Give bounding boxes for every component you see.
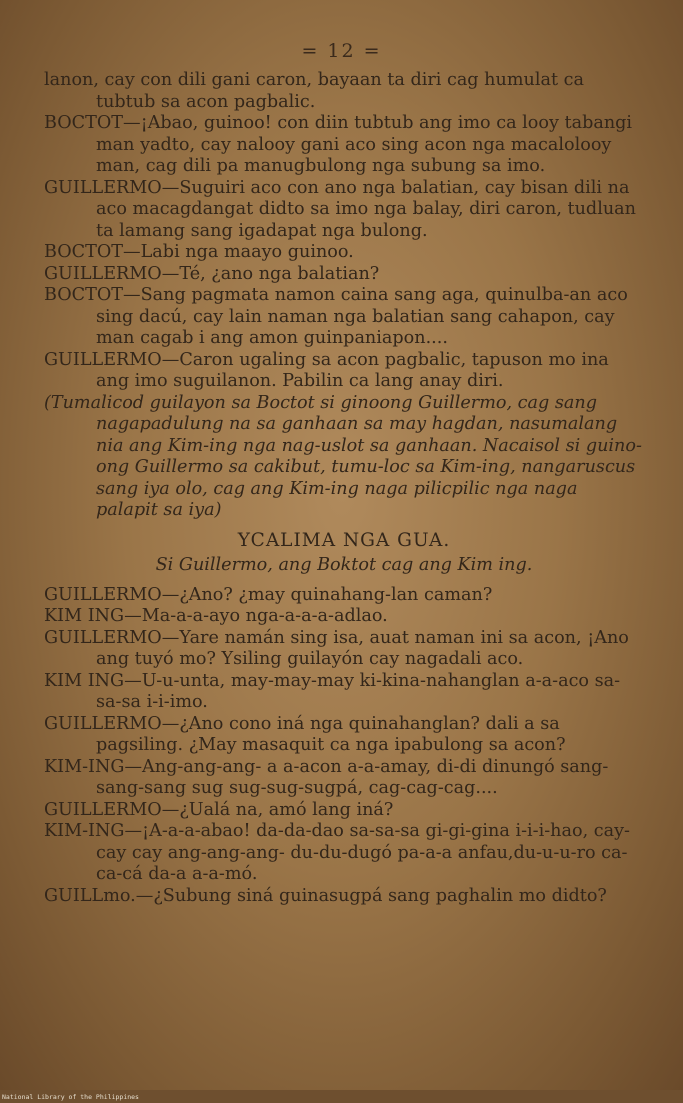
text-line: GUILLERMO—Té, ¿ano nga balatian? [44,263,380,284]
page-body [44,70,644,907]
text-line: GUILLERMO—¿Ano? ¿may quinahang-lan caman? [44,584,493,605]
stage-direction: (Tumalicod guilayon sa Boctot si ginoong Guillermo, cag sang nagapadulung na sa ganhaan sa may hagdan, nasumalang nia ang Kim-ing nga nag-uslot sa ganhaan. Nacaisol si guino-ong Guillermo sa cakibut, tumu-loc sa Kim-ing, nangaruscus sang iya olo, cag ang Kim-ing naga pilicpilic nga naga palapit sa iya) [44,392,642,520]
text-line: BOCTOT—Sang pagmata namon caina sang aga, quinulba-an aco sing dacú, cay lain naman nga balatian sang cahapon, cay man cagab i ang amon guinpaniapon.... [44,285,628,348]
library-credit: National Library of the Philippines [2,1093,139,1101]
text-line: GUILLERMO—¿Ano cono iná nga quinahanglan? dali a sa pagsiling. ¿May masaquit ca nga ipabulong sa acon? [44,713,566,755]
text-line: GUILLERMO—Yare namán sing isa, auat naman ini sa acon, ¡Ano ang tuyó mo? Ysiling guilayón cay nagadali aco. [44,627,629,669]
text-line: GUILLERMO—Suguiri aco con ano nga balatian, cay bisan dili na aco macagdangat didto sa imo nga balay, diri caron, tudluan ta lamang sang igadapat nga bulong. [44,177,636,241]
text-line: GUILLERMO—Caron ugaling sa acon pagbalic, tapuson mo ina ang imo suguilanon. Pabilin ca lang anay diri. [44,349,609,391]
page-number: = 12 = [301,40,382,62]
text-line: KIM-ING—¡A-a-a-abao! da-da-dao sa-sa-sa gi-gi-gina i-i-i-hao, cay-cay cay ang-ang-ang- du-du-dugó pa-a-a anfau,du-u-u-ro ca-ca-cá da-a a-a-mó. [44,821,631,884]
text-line: KIM ING—U-u-unta, may-may-may ki-kina-nahanglan a-a-aco sa-sa-sa i-i-imo. [44,670,621,712]
text-line: BOCTOT—¡Abao, guinoo! con diin tubtub ang imo ca looy tabangi man yadto, cay nalooy gani aco sing acon nga macalolooy man, cag dili pa manugbulong nga subung sa imo. [44,113,633,176]
text-line: GUILLERMO—¿Ualá na, amó lang iná? [44,799,394,820]
scene-subheading: Si Guillermo, ang Boktot cag ang Kim ing. [155,555,533,575]
text-line: BOCTOT—Labi nga maayo guinoo. [44,242,354,262]
scene-heading: YCALIMA NGA GUA. [237,529,451,551]
text-line: KIM-ING—Ang-ang-ang- a a-acon a-a-amay, di-di dinungó sang-sang-sang sug sug-sug-sugpá, cag-cag-cag.... [44,756,609,798]
text-line: lanon, cay con dili gani caron, bayaan ta diri cag humulat ca tubtub sa acon pagbalic. [44,70,584,112]
text-line: KIM ING—Ma-a-a-ayo nga-a-a-a-adlao. [44,606,388,626]
text-line: GUILLmo.—¿Subung siná guinasugpá sang paghalin mo didto? [44,885,607,906]
